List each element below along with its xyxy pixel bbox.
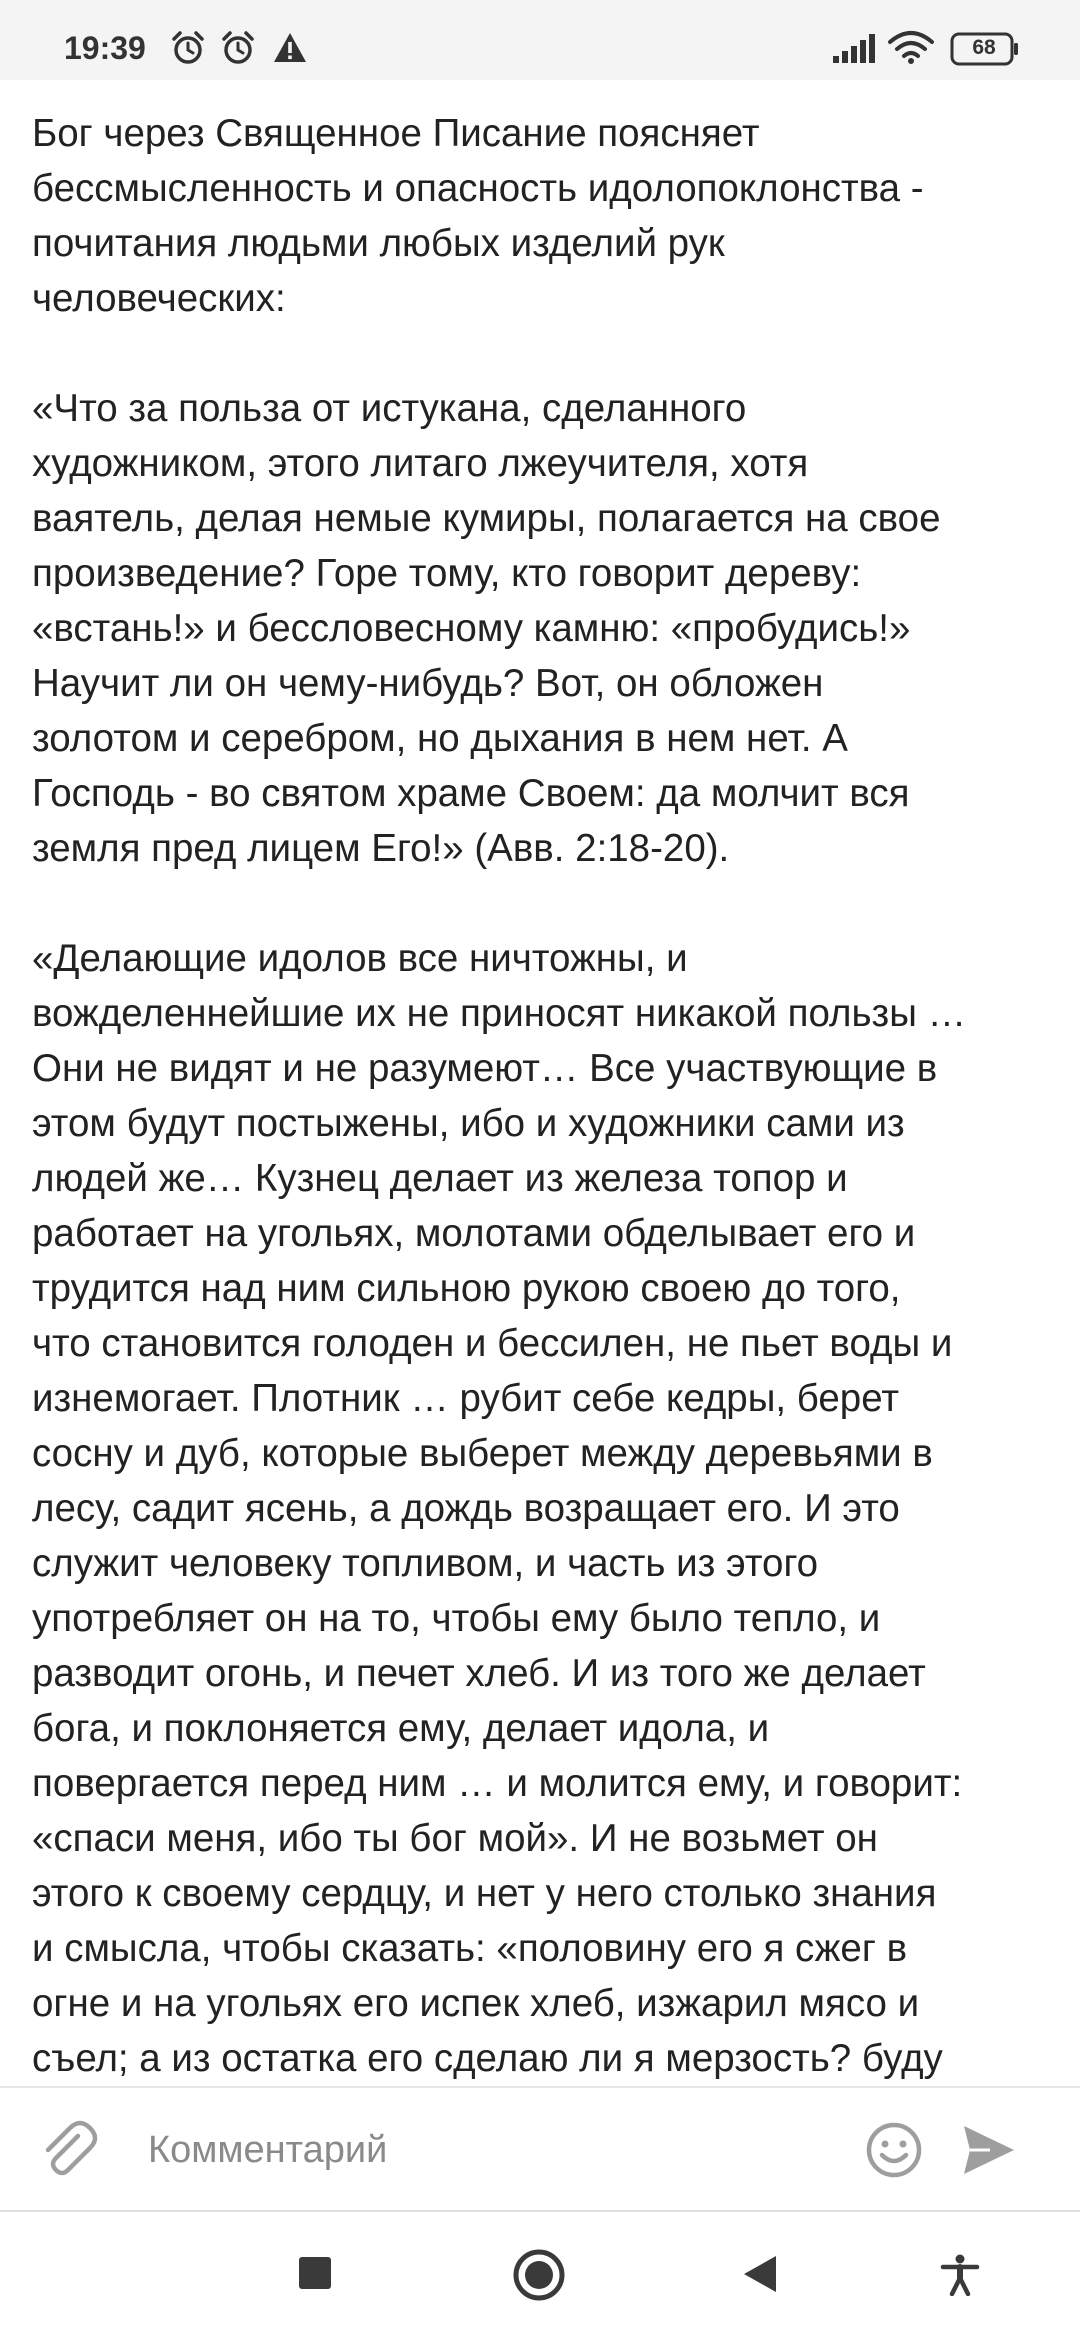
post-paragraph: Бог через Священное Писание поясняет бессмысленность и опасность идолопоклонства - почитания людьми любых изделий рук человеческих: <box>32 112 924 320</box>
warning-icon <box>272 30 308 66</box>
emoji-icon[interactable] <box>864 2120 924 2180</box>
accessibility-icon[interactable] <box>940 2254 980 2296</box>
alarm-icon <box>170 30 206 66</box>
alarm-icon <box>220 30 256 66</box>
recents-icon[interactable] <box>298 2256 332 2290</box>
paperclip-icon[interactable] <box>34 2116 100 2182</box>
comment-bar <box>0 2086 1080 2212</box>
navigation-bar <box>0 2212 1080 2340</box>
post-paragraph: «Делающие идолов все ничтожны, и вожделеннейшие их не приносят никакой пользы … Они не видят и не разумеют… Все участвующие в этом будут постыжены, ибо и художники сами из людей же… Кузнец делает из железа топор и работает на угольях, молотами обделывает его и трудится над ним сильною рукою своею до того, что становится голоден и бессилен, не пьет воды и изнемогает. Плотник … рубит себе кедры, берет сосну и дуб, которые выберет между деревьями в лесу, садит ясень, а дождь возращает его. И это служит человеку топливом, и часть из этого употребляет он на то, чтобы ему было тепло, и разводит огонь, и печет хлеб. И из того же делает бога, и поклоняется ему, делает идола, и повергается перед ним … и молится ему, и говорит: «спаси меня, ибо ты бог мой». И не возьмет он этого к своему сердцу, и нет у него столько знания и смысла, чтобы сказать: «половину его я сжег в огне и на угольях его испек хлеб, изжарил мясо и съел; а из остатка его сделаю ли я мерзость? буду <box>32 937 967 2080</box>
post-paragraph: «Что за польза от истукана, сделанного художником, этого литаго лжеучителя, хотя ваятель, делая немые кумиры, полагается на свое произведение? Горе тому, кто говорит дереву: «встань!» и бессловесному камню: «пробудись!» Научит ли он чему-нибудь? Вот, он обложен золотом и серебром, но дыхания в нем нет. А Господь - во святом храме Своем: да молчит вся земля пред лицем Его!» (Авв. 2:18-20). <box>32 387 941 870</box>
wifi-icon <box>888 30 934 66</box>
status-time: 19:39 <box>64 30 146 66</box>
signal-icon <box>832 34 876 64</box>
post-content[interactable] <box>32 106 1052 2084</box>
status-bar <box>0 0 1080 80</box>
home-icon[interactable] <box>512 2248 566 2302</box>
send-icon[interactable] <box>960 2122 1018 2178</box>
comment-input[interactable] <box>148 2124 828 2176</box>
battery-level: 68 <box>972 36 996 59</box>
back-icon[interactable] <box>742 2254 778 2294</box>
